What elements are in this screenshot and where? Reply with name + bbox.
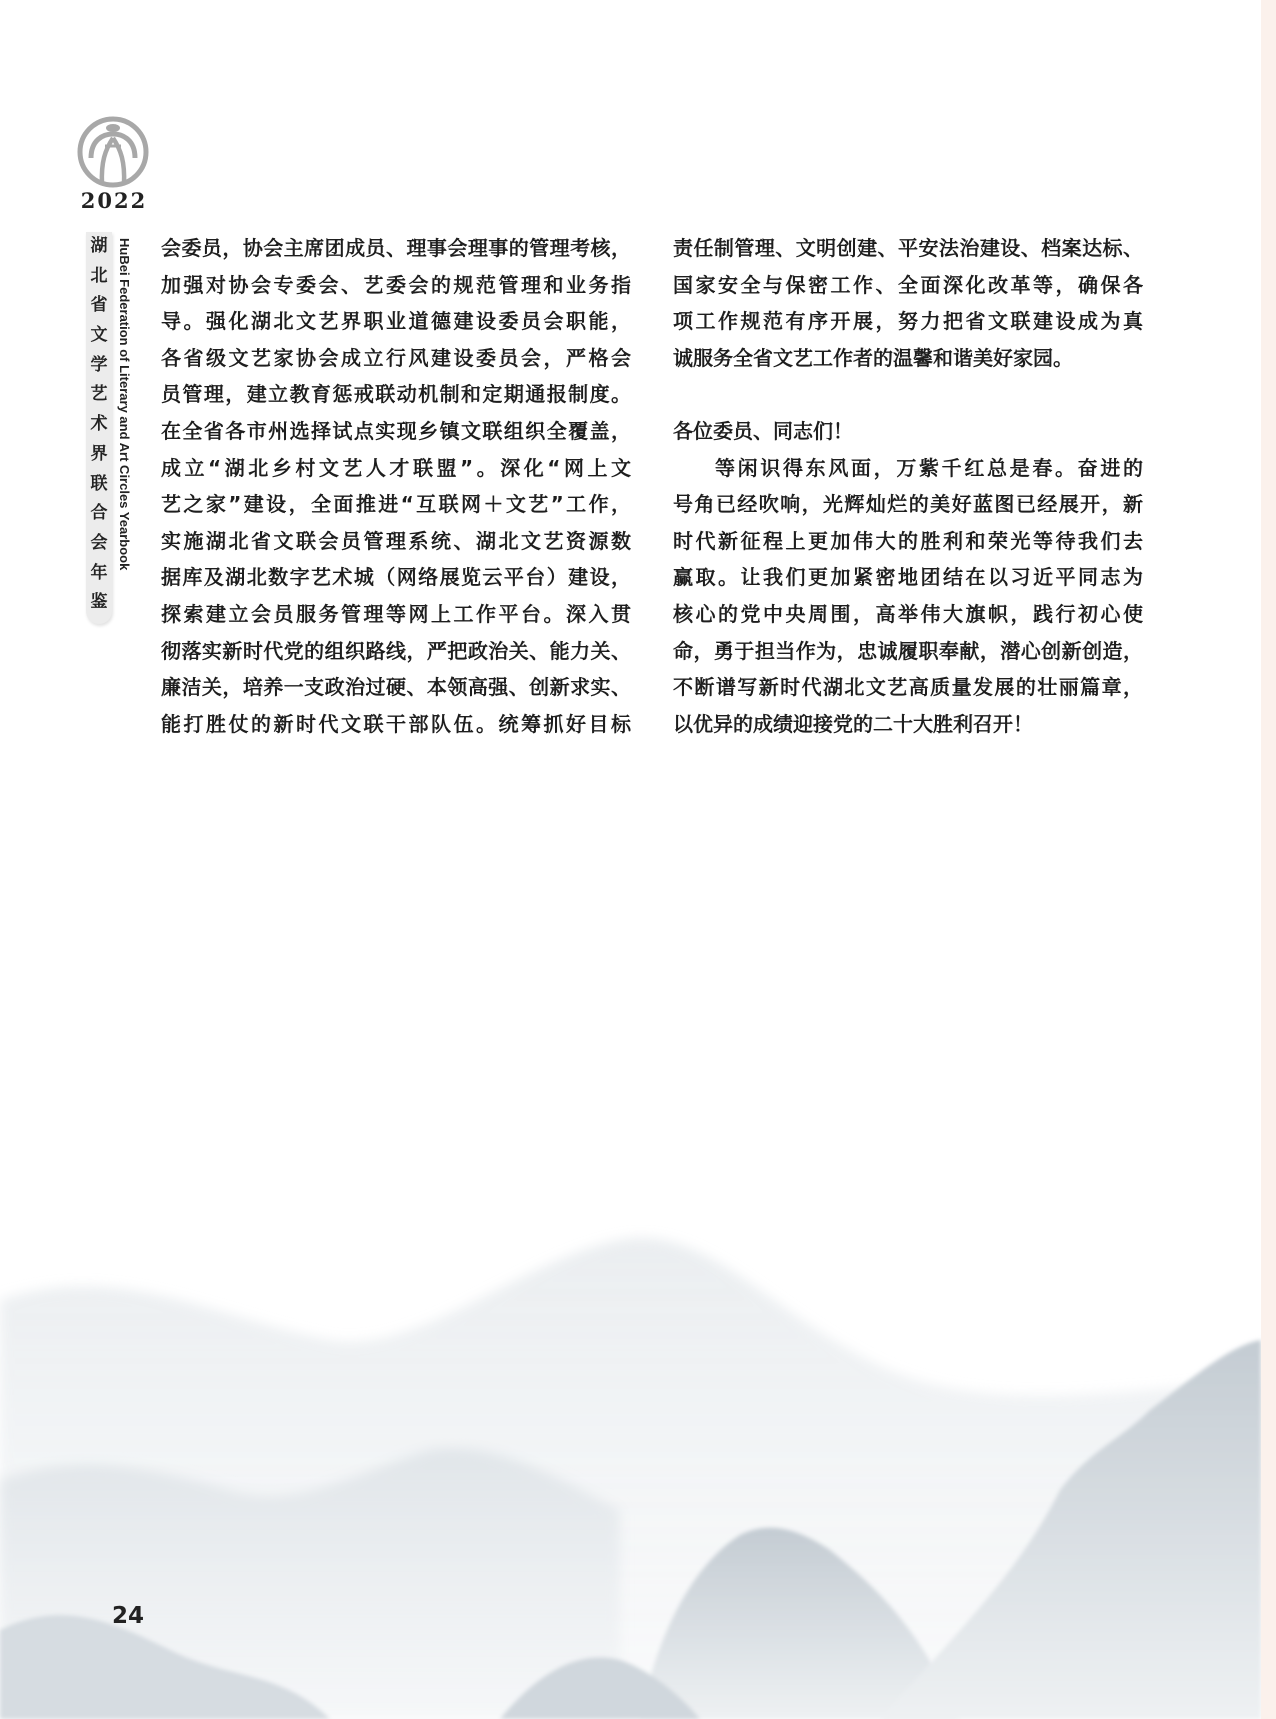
federation-emblem-icon — [75, 114, 151, 190]
text-line: 能打胜仗的新时代文联干部队伍。统筹抓好目标 — [161, 711, 631, 736]
text-line: 诚服务全省文艺工作者的温馨和谐美好家园。 — [673, 345, 1073, 370]
text-line: 据库及湖北数字艺术城（网络展览云平台）建设， — [161, 565, 631, 590]
text-line: 艺之家”建设，全面推进“互联网＋文艺”工作， — [161, 492, 631, 517]
banner-char: 术 — [90, 414, 108, 435]
ink-mountain-landscape — [0, 1150, 1261, 1719]
text-line: 成立“湖北乡村文艺人才联盟”。深化“网上文 — [161, 455, 631, 480]
text-line: 责任制管理、文明创建、平安法治建设、档案达标、 — [673, 236, 1143, 260]
text-line: 号角已经吹响，光辉灿烂的美好蓝图已经展开，新 — [673, 492, 1143, 517]
banner-char: 北 — [90, 265, 108, 286]
english-title-text: HuBei Federation of Literary and Art Circles Yearbook — [117, 238, 132, 571]
banner-char: 会 — [90, 532, 108, 553]
banner-char: 鉴 — [90, 592, 108, 613]
paragraph-gap — [673, 376, 1143, 413]
banner-char: 联 — [90, 473, 108, 494]
text-line: 实施湖北省文联会员管理系统、湖北文艺资源数 — [161, 528, 631, 553]
text-line: 核心的党中央周围，高举伟大旗帜，践行初心使 — [673, 601, 1143, 626]
paragraph-closing-work — [673, 230, 1143, 376]
banner-char: 界 — [90, 443, 108, 464]
paragraph-conclusion — [673, 450, 1143, 743]
banner-char: 年 — [90, 562, 108, 583]
text-line: 不断谱写新时代湖北文艺高质量发展的壮丽篇章， — [673, 675, 1143, 700]
text-line: 赢取。让我们更加紧密地团结在以习近平同志为 — [673, 565, 1143, 590]
banner-char: 学 — [90, 354, 108, 375]
banner-char: 湖 — [90, 236, 108, 256]
text-line: 各省级文艺家协会成立行风建设委员会，严格会 — [161, 345, 631, 370]
right-text-column — [673, 230, 1143, 742]
salutation: 各位委员、同志们！ — [673, 418, 853, 443]
page-number: 24 — [112, 1603, 145, 1629]
text-line: 在全省各市州选择试点实现乡镇文联组织全覆盖， — [161, 418, 631, 443]
side-banner-chinese-title — [86, 232, 112, 624]
text-line: 彻落实新时代党的组织路线，严把政治关、能力关、 — [161, 638, 631, 663]
text-line: 廉洁关，培养一支政治过硬、本领高强、创新求实、 — [161, 675, 631, 700]
text-line: 探索建立会员服务管理等网上工作平台。深入贯 — [161, 601, 631, 626]
banner-char: 合 — [90, 503, 108, 524]
text-line: 以优异的成绩迎接党的二十大胜利召开！ — [673, 711, 1033, 736]
text-line: 等闲识得东风面，万紫千红总是春。奋进的 — [715, 455, 1143, 480]
text-line: 命，勇于担当作为，忠诚履职奉献，潜心创新创造， — [673, 638, 1143, 663]
page-edge-tint — [1261, 0, 1276, 1719]
text-line: 会委员，协会主席团成员、理事会理事的管理考核， — [161, 236, 631, 260]
text-line: 国家安全与保密工作、全面深化改革等，确保各 — [673, 272, 1143, 297]
side-banner-english-title — [114, 238, 134, 628]
text-line: 导。强化湖北文艺界职业道德建设委员会职能， — [161, 309, 631, 334]
text-line: 员管理，建立教育惩戒联动机制和定期通报制度。 — [161, 382, 631, 407]
text-line: 时代新征程上更加伟大的胜利和荣光等待我们去 — [673, 528, 1143, 553]
left-text-column — [161, 230, 631, 742]
text-line: 项工作规范有序开展，努力把省文联建设成为真 — [673, 309, 1143, 334]
banner-char: 省 — [90, 295, 108, 316]
text-line: 加强对协会专委会、艺委会的规范管理和业务指 — [161, 272, 631, 297]
yearbook-year: 2022 — [80, 188, 148, 213]
banner-char: 艺 — [90, 384, 108, 405]
banner-char: 文 — [90, 325, 108, 346]
